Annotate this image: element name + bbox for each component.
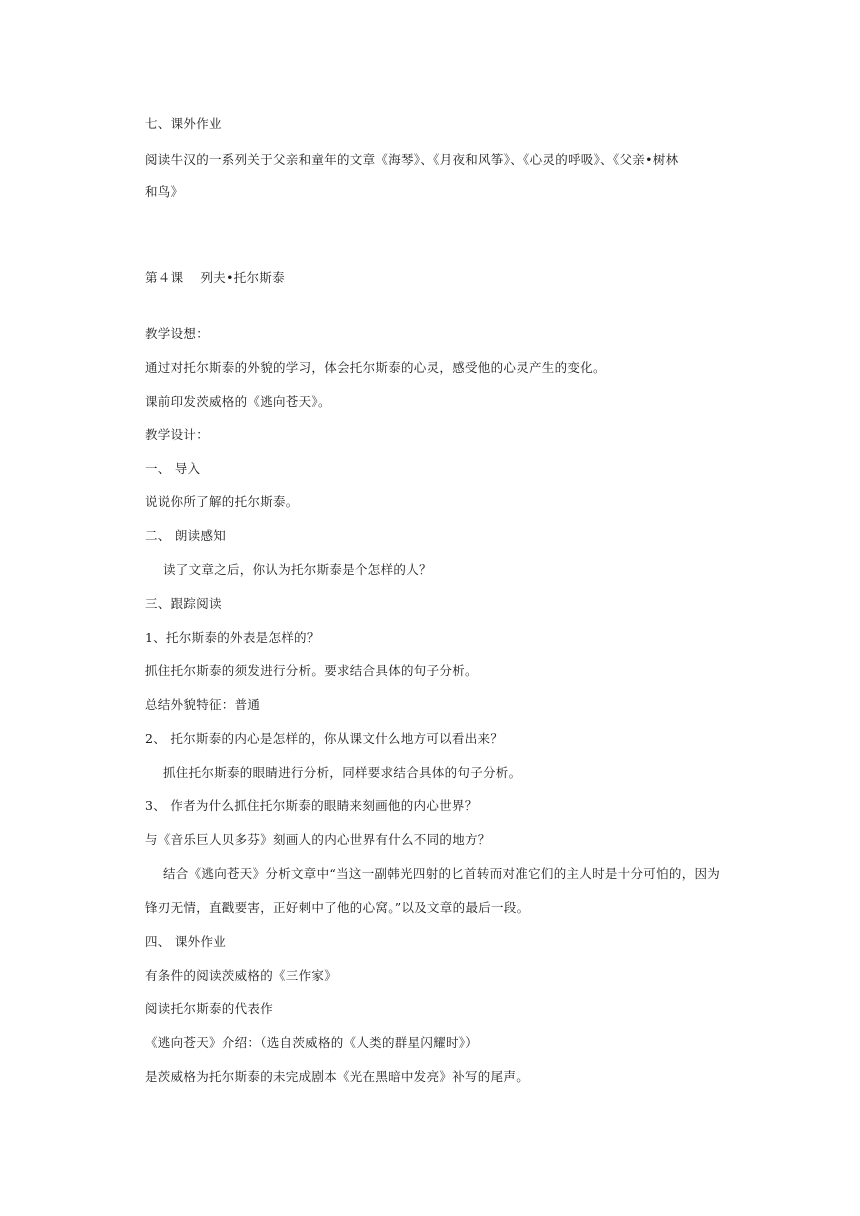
paragraph-line: 《逃向苍天》介绍：（选自茨威格的《人类的群星闪耀时》） xyxy=(145,1035,479,1050)
question-line: 2、 托尔斯泰的内心是怎样的，你从课文什么地方可以看出来？ xyxy=(145,731,504,746)
section-heading: 七、课外作业 xyxy=(145,116,222,131)
paragraph-line: 锋刃无情，直戳要害，正好刺中了他的心窝。”以及文章的最后一段。 xyxy=(145,900,530,915)
paragraph-line: 抓住托尔斯泰的须发进行分析。要求结合具体的句子分析。 xyxy=(145,663,478,678)
paragraph-line: 说说你所了解的托尔斯泰。 xyxy=(145,494,299,509)
paragraph-line: 有条件的阅读茨威格的《三作家》 xyxy=(145,968,338,983)
section-heading: 三、跟踪阅读 xyxy=(145,596,222,611)
paragraph-line: 通过对托尔斯泰的外貌的学习，体会托尔斯泰的心灵，感受他的心灵产生的变化。 xyxy=(145,360,606,375)
paragraph-line: 抓住托尔斯泰的眼睛进行分析，同样要求结合具体的句子分析。 xyxy=(163,765,522,780)
paragraph-line: 读了文章之后，你认为托尔斯泰是个怎样的人？ xyxy=(163,562,432,577)
lesson-title: 第４课 列夫•托尔斯泰 xyxy=(145,270,285,285)
paragraph-line: 与《音乐巨人贝多芬》刻画人的内心世界有什么不同的地方？ xyxy=(145,832,491,847)
section-heading: 一、 导入 xyxy=(145,461,201,476)
design-idea-label: 教学设想： xyxy=(145,326,210,341)
paragraph-line: 阅读牛汉的一系列关于父亲和童年的文章《海琴》、《月夜和风筝》、《心灵的呼吸》、《父亲•树林 xyxy=(145,152,679,167)
question-line: 1、托尔斯泰的外表是怎样的？ xyxy=(145,630,320,645)
paragraph-line: 是茨威格为托尔斯泰的未完成剧本《光在黑暗中发亮》补写的尾声。 xyxy=(145,1069,530,1084)
paragraph-line: 总结外貌特征：普通 xyxy=(145,697,261,712)
paragraph-line: 结合《逃向苍天》分析文章中“当这一副韩光四射的匕首转而对准它们的主人时是十分可怕的，因为 xyxy=(163,866,721,881)
paragraph-line: 阅读托尔斯泰的代表作 xyxy=(145,1001,274,1016)
paragraph-line: 和鸟》 xyxy=(145,184,184,199)
section-heading: 二、 朗读感知 xyxy=(145,528,227,543)
section-heading: 四、 课外作业 xyxy=(145,934,227,949)
question-line: 3、 作者为什么抓住托尔斯泰的眼睛来刻画他的内心世界？ xyxy=(145,798,478,813)
paragraph-line: 课前印发茨威格的《逃向苍天》。 xyxy=(145,394,331,409)
design-label: 教学设计： xyxy=(145,427,210,442)
